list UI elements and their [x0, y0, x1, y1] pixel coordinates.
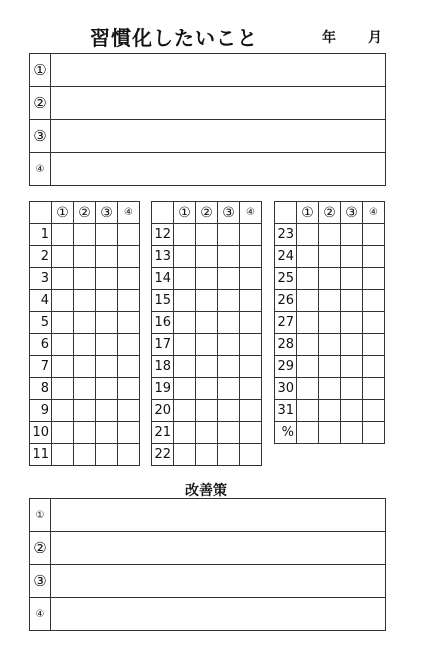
tracker-row	[30, 290, 140, 312]
tracker-row	[152, 400, 262, 422]
tracker-check-cell[interactable]	[363, 378, 385, 400]
tracker-day-label: 5	[30, 312, 52, 334]
tracker-check-cell[interactable]	[319, 378, 341, 400]
tracker-check-cell[interactable]	[74, 378, 96, 400]
tracker-check-cell[interactable]	[341, 422, 363, 444]
tracker-day-label: 15	[152, 290, 174, 312]
tracker-check-cell[interactable]	[96, 356, 118, 378]
improvement-field[interactable]	[51, 598, 386, 631]
tracker-check-cell[interactable]	[52, 356, 74, 378]
tracker-col-header: ②	[196, 202, 218, 224]
tracker-row	[275, 422, 385, 444]
improvement-marker: ②	[30, 532, 51, 565]
tracker-header-row	[152, 202, 262, 224]
tracker-check-cell[interactable]	[363, 224, 385, 246]
tracker-day-label: 17	[152, 334, 174, 356]
tracker-check-cell[interactable]	[196, 356, 218, 378]
tracker-day-label: 4	[30, 290, 52, 312]
tracker-check-cell[interactable]	[52, 268, 74, 290]
tracker-check-cell[interactable]	[341, 224, 363, 246]
tracker-row	[275, 378, 385, 400]
tracker-day-label: 23	[275, 224, 297, 246]
tracker-row	[152, 268, 262, 290]
tracker-check-cell[interactable]	[74, 268, 96, 290]
tracker-row	[152, 356, 262, 378]
tracker-check-cell[interactable]	[52, 422, 74, 444]
tracker-col-header: ②	[74, 202, 96, 224]
tracker-check-cell[interactable]	[363, 422, 385, 444]
tracker-check-cell[interactable]	[174, 312, 196, 334]
improvement-marker: ④	[30, 598, 51, 631]
tracker-check-cell[interactable]	[319, 312, 341, 334]
tracker-check-cell[interactable]	[341, 400, 363, 422]
tracker-check-cell[interactable]	[363, 268, 385, 290]
tracker-check-cell[interactable]	[240, 400, 262, 422]
tracker-row	[152, 422, 262, 444]
habit-goals-table	[29, 53, 386, 186]
tracker-check-cell[interactable]	[297, 224, 319, 246]
tracker-check-cell[interactable]	[240, 378, 262, 400]
tracker-check-cell[interactable]	[196, 224, 218, 246]
tracker-row	[30, 422, 140, 444]
month-label: 月	[368, 30, 382, 46]
tracker-check-cell[interactable]	[52, 334, 74, 356]
tracker-check-cell[interactable]	[74, 334, 96, 356]
improvement-row	[30, 598, 386, 631]
tracker-check-cell[interactable]	[74, 290, 96, 312]
tracker-check-cell[interactable]	[297, 400, 319, 422]
tracker-check-cell[interactable]	[297, 378, 319, 400]
tracker-check-cell[interactable]	[218, 290, 240, 312]
habit-field[interactable]	[51, 87, 386, 120]
tracker-check-cell[interactable]	[218, 378, 240, 400]
tracker-check-cell[interactable]	[174, 400, 196, 422]
tracker-row	[152, 378, 262, 400]
tracker-check-cell[interactable]	[174, 422, 196, 444]
tracker-check-cell[interactable]	[52, 312, 74, 334]
tracker-check-cell[interactable]	[96, 444, 118, 466]
tracker-check-cell[interactable]	[118, 444, 140, 466]
tracker-row	[152, 224, 262, 246]
improvement-marker: ①	[30, 499, 51, 532]
tracker-row	[30, 312, 140, 334]
year-label: 年	[322, 30, 336, 46]
habit-field[interactable]	[51, 120, 386, 153]
tracker-row	[275, 334, 385, 356]
tracker-corner-cell	[275, 202, 297, 224]
improvement-field[interactable]	[51, 532, 386, 565]
tracker-day-label: 18	[152, 356, 174, 378]
tracker-check-cell[interactable]	[319, 356, 341, 378]
tracker-check-cell[interactable]	[174, 224, 196, 246]
tracker-col-header: ③	[341, 202, 363, 224]
tracker-day-label: 7	[30, 356, 52, 378]
tracker-day-label: 28	[275, 334, 297, 356]
tracker-day-label: 30	[275, 378, 297, 400]
tracker-check-cell[interactable]	[218, 334, 240, 356]
tracker-header-row	[275, 202, 385, 224]
tracker-check-cell[interactable]	[297, 246, 319, 268]
tracker-check-cell[interactable]	[196, 312, 218, 334]
tracker-day-label: 27	[275, 312, 297, 334]
tracker-check-cell[interactable]	[240, 290, 262, 312]
tracker-col-header: ④	[363, 202, 385, 224]
tracker-row	[30, 268, 140, 290]
tracker-check-cell[interactable]	[174, 334, 196, 356]
habit-marker: ③	[30, 120, 51, 153]
tracker-check-cell[interactable]	[196, 246, 218, 268]
tracker-check-cell[interactable]	[319, 290, 341, 312]
tracker-day-label: 24	[275, 246, 297, 268]
tracker-check-cell[interactable]	[363, 356, 385, 378]
tracker-check-cell[interactable]	[74, 312, 96, 334]
tracker-check-cell[interactable]	[363, 334, 385, 356]
tracker-day-label: 20	[152, 400, 174, 422]
habit-marker: ②	[30, 87, 51, 120]
tracker-check-cell[interactable]	[240, 356, 262, 378]
tracker-day-label: 26	[275, 290, 297, 312]
tracker-check-cell[interactable]	[297, 268, 319, 290]
tracker-block-1	[29, 201, 140, 466]
improvement-row	[30, 565, 386, 598]
tracker-header-row	[30, 202, 140, 224]
tracker-check-cell[interactable]	[118, 224, 140, 246]
tracker-check-cell[interactable]	[174, 290, 196, 312]
tracker-check-cell[interactable]	[218, 400, 240, 422]
tracker-row	[30, 400, 140, 422]
tracker-check-cell[interactable]	[297, 356, 319, 378]
tracker-check-cell[interactable]	[363, 290, 385, 312]
tracker-row	[30, 246, 140, 268]
habit-field[interactable]	[51, 153, 386, 186]
tracker-check-cell[interactable]	[96, 378, 118, 400]
tracker-check-cell[interactable]	[297, 334, 319, 356]
tracker-check-cell[interactable]	[341, 334, 363, 356]
tracker-col-header: ①	[52, 202, 74, 224]
tracker-check-cell[interactable]	[52, 400, 74, 422]
tracker-row	[152, 312, 262, 334]
tracker-check-cell[interactable]	[319, 224, 341, 246]
tracker-check-cell[interactable]	[74, 356, 96, 378]
improvement-field[interactable]	[51, 565, 386, 598]
tracker-check-cell[interactable]	[96, 268, 118, 290]
habit-row	[30, 120, 386, 153]
tracker-check-cell[interactable]	[96, 312, 118, 334]
tracker-check-cell[interactable]	[240, 312, 262, 334]
tracker-day-label: 14	[152, 268, 174, 290]
tracker-day-label: %	[275, 422, 297, 444]
tracker-check-cell[interactable]	[174, 356, 196, 378]
tracker-check-cell[interactable]	[118, 378, 140, 400]
improvement-row	[30, 499, 386, 532]
tracker-check-cell[interactable]	[297, 290, 319, 312]
tracker-check-cell[interactable]	[240, 224, 262, 246]
tracker-row	[152, 246, 262, 268]
tracker-col-header: ③	[96, 202, 118, 224]
tracker-day-label: 10	[30, 422, 52, 444]
tracker-day-label: 8	[30, 378, 52, 400]
tracker-check-cell[interactable]	[96, 334, 118, 356]
tracker-check-cell[interactable]	[196, 268, 218, 290]
tracker-check-cell[interactable]	[174, 378, 196, 400]
tracker-check-cell[interactable]	[218, 246, 240, 268]
tracker-check-cell[interactable]	[319, 268, 341, 290]
tracker-check-cell[interactable]	[363, 312, 385, 334]
tracker-col-header: ④	[118, 202, 140, 224]
tracker-check-cell[interactable]	[118, 290, 140, 312]
tracker-check-cell[interactable]	[341, 290, 363, 312]
tracker-check-cell[interactable]	[174, 444, 196, 466]
tracker-col-header: ①	[297, 202, 319, 224]
tracker-corner-cell	[152, 202, 174, 224]
tracker-block-2	[151, 201, 262, 466]
tracker-check-cell[interactable]	[52, 224, 74, 246]
habit-marker: ④	[30, 153, 51, 186]
habit-row	[30, 54, 386, 87]
tracker-check-cell[interactable]	[341, 268, 363, 290]
tracker-check-cell[interactable]	[118, 356, 140, 378]
tracker-day-label: 29	[275, 356, 297, 378]
tracker-col-header: ②	[319, 202, 341, 224]
tracker-row	[275, 224, 385, 246]
tracker-day-label: 1	[30, 224, 52, 246]
habit-marker: ①	[30, 54, 51, 87]
tracker-check-cell[interactable]	[52, 444, 74, 466]
tracker-row	[30, 444, 140, 466]
tracker-check-cell[interactable]	[118, 268, 140, 290]
tracker-check-cell[interactable]	[74, 422, 96, 444]
tracker-check-cell[interactable]	[363, 400, 385, 422]
tracker-check-cell[interactable]	[196, 378, 218, 400]
habit-row	[30, 87, 386, 120]
tracker-day-label: 3	[30, 268, 52, 290]
tracker-check-cell[interactable]	[218, 268, 240, 290]
tracker-check-cell[interactable]	[341, 378, 363, 400]
tracker-check-cell[interactable]	[174, 268, 196, 290]
tracker-check-cell[interactable]	[96, 246, 118, 268]
tracker-check-cell[interactable]	[118, 312, 140, 334]
tracker-check-cell[interactable]	[118, 422, 140, 444]
tracker-check-cell[interactable]	[74, 246, 96, 268]
tracker-check-cell[interactable]	[52, 246, 74, 268]
tracker-day-label: 22	[152, 444, 174, 466]
tracker-check-cell[interactable]	[240, 422, 262, 444]
tracker-block-3	[274, 201, 385, 444]
tracker-check-cell[interactable]	[96, 422, 118, 444]
tracker-check-cell[interactable]	[319, 422, 341, 444]
tracker-check-cell[interactable]	[74, 444, 96, 466]
tracker-check-cell[interactable]	[118, 246, 140, 268]
habit-row	[30, 153, 386, 186]
tracker-col-header: ①	[174, 202, 196, 224]
tracker-check-cell[interactable]	[196, 290, 218, 312]
habit-field[interactable]	[51, 54, 386, 87]
page-title: 習慣化したいこと	[90, 26, 258, 50]
tracker-check-cell[interactable]	[240, 246, 262, 268]
tracker-check-cell[interactable]	[196, 334, 218, 356]
improvement-table	[29, 498, 386, 631]
tracker-day-label: 21	[152, 422, 174, 444]
tracker-row	[30, 334, 140, 356]
tracker-check-cell[interactable]	[52, 378, 74, 400]
tracker-check-cell[interactable]	[196, 400, 218, 422]
tracker-row	[30, 378, 140, 400]
tracker-day-label: 31	[275, 400, 297, 422]
tracker-day-label: 12	[152, 224, 174, 246]
tracker-col-header: ④	[240, 202, 262, 224]
tracker-day-label: 13	[152, 246, 174, 268]
tracker-row	[30, 224, 140, 246]
tracker-check-cell[interactable]	[297, 422, 319, 444]
tracker-check-cell[interactable]	[363, 246, 385, 268]
tracker-check-cell[interactable]	[196, 422, 218, 444]
tracker-check-cell[interactable]	[240, 444, 262, 466]
tracker-check-cell[interactable]	[218, 444, 240, 466]
tracker-day-label: 25	[275, 268, 297, 290]
tracker-corner-cell	[30, 202, 52, 224]
tracker-check-cell[interactable]	[96, 400, 118, 422]
tracker-check-cell[interactable]	[118, 400, 140, 422]
tracker-check-cell[interactable]	[218, 312, 240, 334]
tracker-check-cell[interactable]	[74, 224, 96, 246]
tracker-row	[275, 312, 385, 334]
tracker-check-cell[interactable]	[96, 290, 118, 312]
improvement-title: 改善策	[185, 483, 227, 499]
tracker-check-cell[interactable]	[240, 268, 262, 290]
tracker-check-cell[interactable]	[52, 290, 74, 312]
tracker-row	[275, 356, 385, 378]
tracker-row	[152, 444, 262, 466]
tracker-check-cell[interactable]	[74, 400, 96, 422]
improvement-row	[30, 532, 386, 565]
tracker-row	[275, 246, 385, 268]
tracker-check-cell[interactable]	[297, 312, 319, 334]
tracker-check-cell[interactable]	[196, 444, 218, 466]
tracker-col-header: ③	[218, 202, 240, 224]
tracker-row	[275, 290, 385, 312]
tracker-day-label: 11	[30, 444, 52, 466]
tracker-row	[30, 356, 140, 378]
tracker-check-cell[interactable]	[218, 356, 240, 378]
tracker-check-cell[interactable]	[319, 334, 341, 356]
tracker-check-cell[interactable]	[319, 246, 341, 268]
tracker-check-cell[interactable]	[174, 246, 196, 268]
tracker-check-cell[interactable]	[319, 400, 341, 422]
tracker-day-label: 16	[152, 312, 174, 334]
tracker-row	[275, 268, 385, 290]
tracker-day-label: 9	[30, 400, 52, 422]
tracker-day-label: 2	[30, 246, 52, 268]
tracker-check-cell[interactable]	[341, 246, 363, 268]
tracker-check-cell[interactable]	[96, 224, 118, 246]
tracker-check-cell[interactable]	[118, 334, 140, 356]
improvement-field[interactable]	[51, 499, 386, 532]
tracker-day-label: 19	[152, 378, 174, 400]
tracker-row	[152, 290, 262, 312]
tracker-day-label: 6	[30, 334, 52, 356]
tracker-check-cell[interactable]	[240, 334, 262, 356]
tracker-row	[152, 334, 262, 356]
tracker-check-cell[interactable]	[218, 422, 240, 444]
tracker-check-cell[interactable]	[218, 224, 240, 246]
tracker-check-cell[interactable]	[341, 312, 363, 334]
tracker-check-cell[interactable]	[341, 356, 363, 378]
improvement-marker: ③	[30, 565, 51, 598]
tracker-row	[275, 400, 385, 422]
